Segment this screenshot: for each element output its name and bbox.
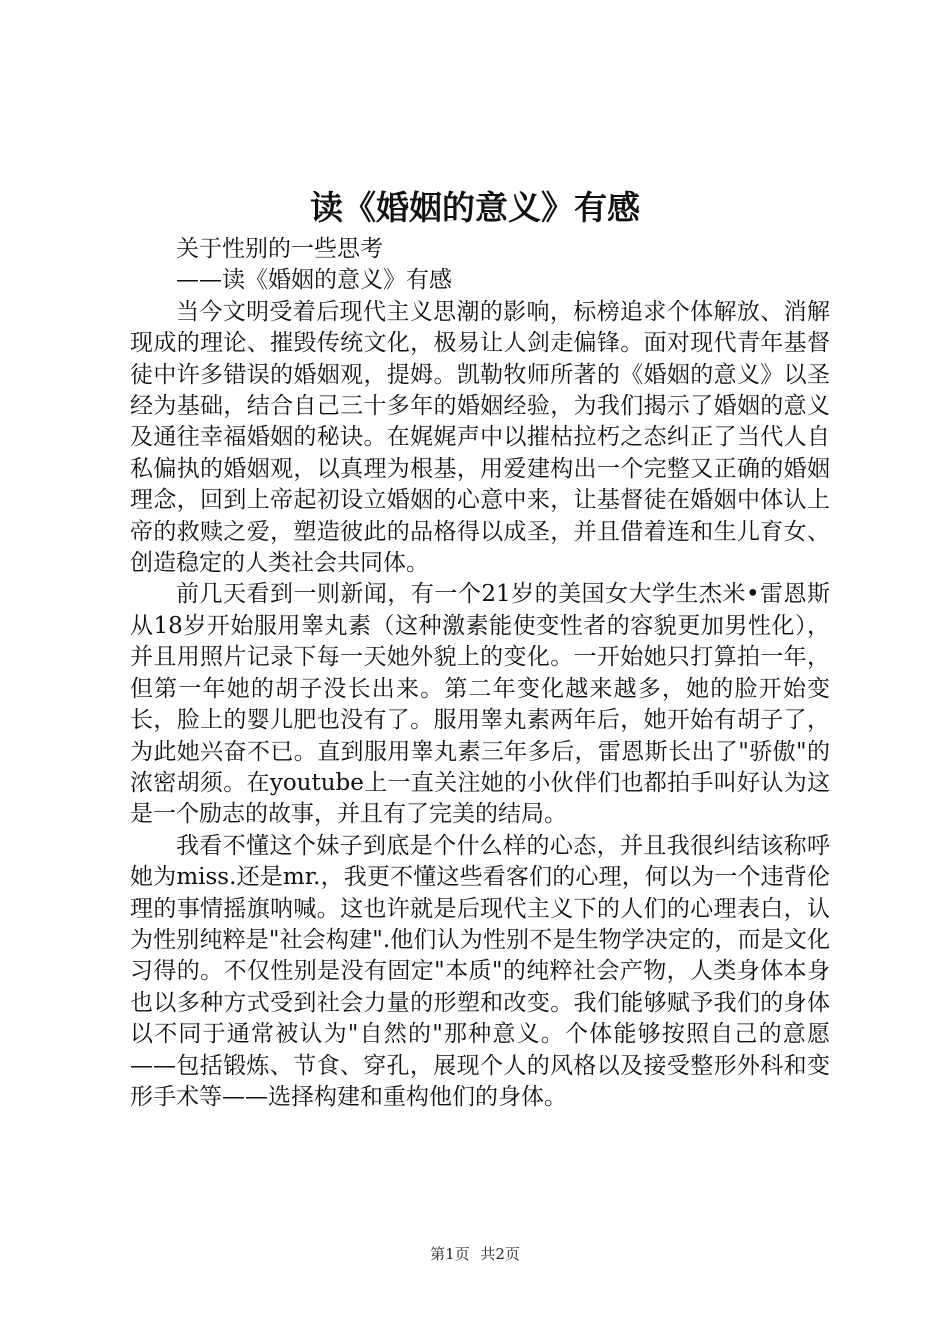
- body-paragraph: 前几天看到一则新闻，有一个21岁的美国女大学生杰米•雷恩斯从18岁开始服用睾丸素（这种激素能使变性者的容貌更加男性化），并且用照片记录下每一天她外貌上的变化。一开始她只打算拍一年，但第一年她的胡子没长出来。第二年变化越来越多，她的脸开始变长，脸上的婴儿肥也没有了。服用睾丸素两年后，她开始有胡子了，为此她兴奋不已。直到服用睾丸素三年多后，雷恩斯长出了"骄傲"的浓密胡须。在youtube上一直关注她的小伙伴们也都拍手叫好认为这是一个励志的故事，并且有了完美的结局。: [130, 581, 830, 828]
- page-total: 共2页: [480, 1245, 520, 1263]
- subtitle-paragraph: ——读《婚姻的意义》有感: [176, 267, 452, 294]
- subtitle-paragraph: 关于性别的一些思考: [176, 236, 383, 262]
- body-paragraph: 我看不懂这个妹子到底是个什么样的心态，并且我很纠结该称呼她为miss.还是mr.，我更不懂这些看客们的心理，何以为一个违背伦理的事情摇旗呐喊。这也许就是后现代主义下的人们的心理表白，认为性别纯粹是"社会构建".他们认为性别不是生物学决定的，而是文化习得的。不仅性别是没有固定"本质"的纯粹社会产物，人类身体本身也以多种方式受到社会力量的形塑和改变。我们能够赋予我们的身体以不同于通常被认为"自然的"那种意义。个体能够按照自己的意愿——包括锻炼、节食、穿孔，展现个人的风格以及接受整形外科和变形手术等——选择构建和重构他们的身体。: [130, 832, 830, 1110]
- document-title: 读《婚姻的意义》有感: [310, 188, 640, 227]
- page-number: 第1页: [430, 1245, 470, 1263]
- page-footer: [0, 1244, 950, 1264]
- body-paragraph: 当今文明受着后现代主义思潮的影响，标榜追求个体解放、消解现成的理论、摧毁传统文化，极易让人剑走偏锋。面对现代青年基督徒中许多错误的婚姻观，提姆。凯勒牧师所著的《婚姻的意义》以圣经为基础，结合自己三十多年的婚姻经验，为我们揭示了婚姻的意义及通往幸福婚姻的秘诀。在娓娓声中以摧枯拉朽之态纠正了当代人自私偏执的婚姻观，以真理为根基，用爱建构出一个完整又正确的婚姻理念，回到上帝起初设立婚姻的心意中来，让基督徒在婚姻中体认上帝的救赎之爱，塑造彼此的品格得以成圣，并且借着连和生儿育女、创造稳定的人类社会共同体。: [130, 298, 830, 577]
- document-body: [130, 234, 830, 1113]
